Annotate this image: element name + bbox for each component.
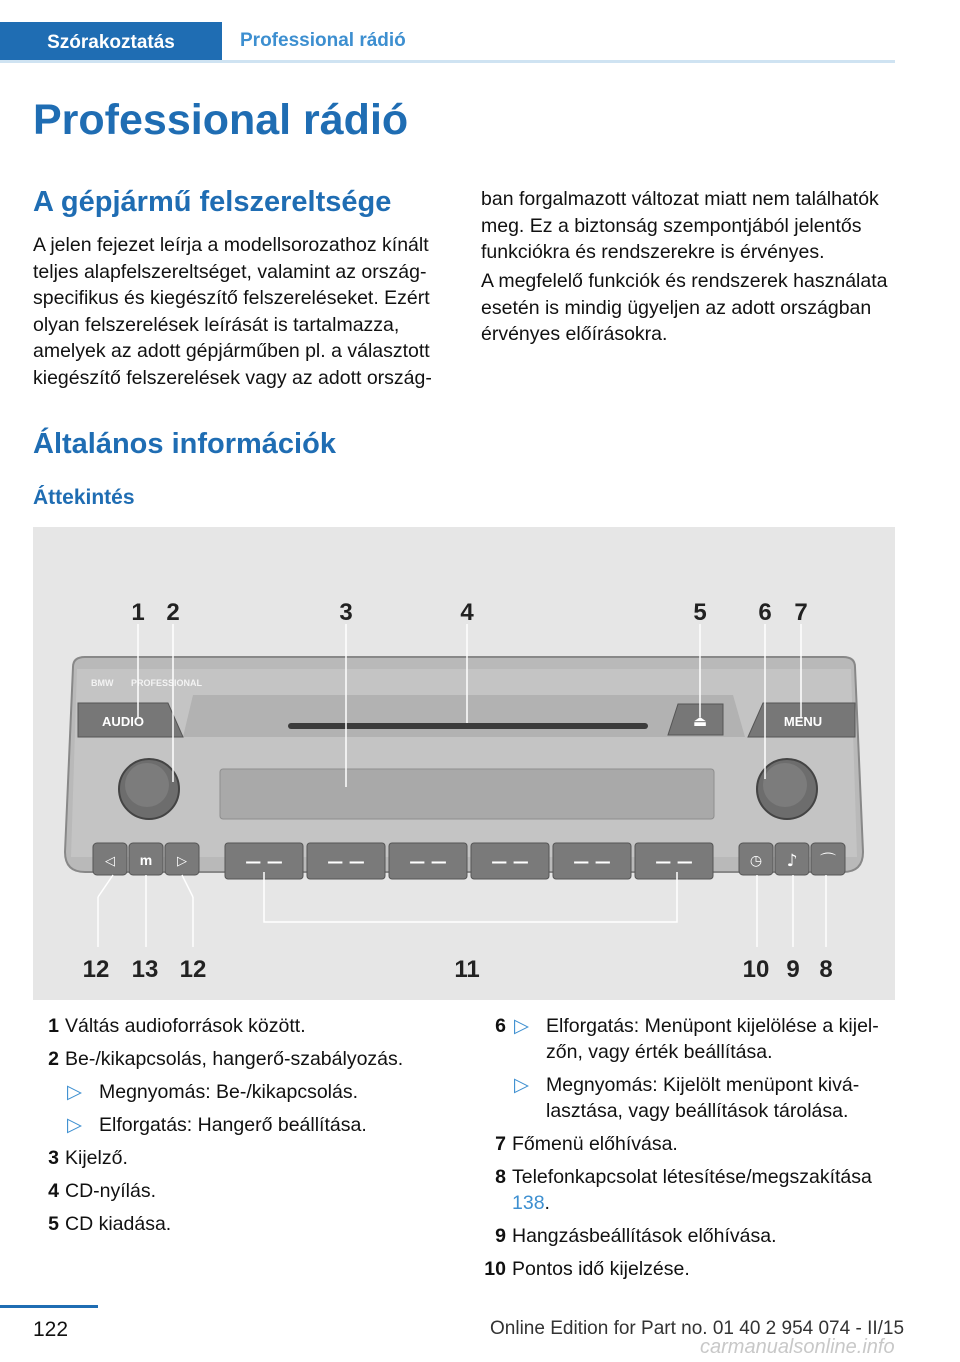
legend-left <box>33 1013 453 1244</box>
preset-label: — — <box>245 852 283 871</box>
legend-right <box>480 1013 896 1289</box>
page-title: Professional rádió <box>33 96 409 144</box>
legend-text: Váltás audioforrások között. <box>65 1015 306 1037</box>
cd-slot <box>288 723 648 729</box>
triangle-bullet-icon: ▷ <box>67 1081 82 1103</box>
legend-number: 7 <box>495 1133 506 1155</box>
seek-right-icon: ▷ <box>177 854 187 869</box>
legend-item <box>480 1256 896 1282</box>
top-bezel <box>183 695 745 737</box>
header-divider <box>0 60 895 63</box>
eject-icon: ⏏ <box>692 712 708 730</box>
phone-icon: ⌒ <box>819 851 837 870</box>
callout-11: 11 <box>454 956 480 983</box>
callout-3: 3 <box>339 599 353 626</box>
legend-text: Megnyomás: Kijelölt menüpont kiválasztása, vagy beállítások tárolása. <box>546 1074 860 1122</box>
legend-text: Hangzásbeállítások előhívása. <box>512 1225 777 1247</box>
display-screen <box>220 769 714 819</box>
callout-lines-bottom <box>98 872 826 947</box>
equipment-text-left: A jelen fejezet leírja a modellsorozathoz kínált teljes alapfelszereltséget, valamint az ország-specifikus és kiegészítő felszereléseket. Ezért olyan felszerelések leírását is tartalmazza, amelyek az adott gépjárműben pl. a választott kiegészítő felszerelések vagy az adott ország- <box>33 234 432 389</box>
legend-text: CD kiadása. <box>65 1213 172 1235</box>
triangle-bullet-icon: ▷ <box>67 1114 82 1136</box>
triangle-bullet-icon: ▷ <box>514 1015 529 1037</box>
legend-number: 10 <box>484 1258 506 1280</box>
legend-text: Főmenü előhívása. <box>512 1133 678 1155</box>
equipment-text-right-2: A megfelelő funkciók és rendszerek használata esetén is mindig ügyeljen az adott országban érvényes előírásokra. <box>481 270 888 345</box>
edition-text: Online Edition for Part no. 01 40 2 954 074 - II/15 <box>490 1318 905 1339</box>
legend-item-6b <box>480 1072 896 1124</box>
preset-label: — — <box>573 852 611 871</box>
legend-number: 1 <box>48 1015 59 1037</box>
legend-number: 5 <box>48 1213 59 1235</box>
clock-icon: ◷ <box>749 853 763 869</box>
volume-knob-face <box>125 763 169 807</box>
callout-12-left: 12 <box>82 956 110 983</box>
subheading-overview: Áttekintés <box>33 486 135 509</box>
preset-label: — — <box>655 852 693 871</box>
callout-1: 1 <box>131 599 145 626</box>
legend-text-end: . <box>544 1192 550 1214</box>
brand-label-2: PROFESSIONAL <box>131 678 203 688</box>
legend-subitem <box>33 1079 453 1105</box>
brand-label: BMW <box>91 678 114 688</box>
legend-subitem <box>33 1112 453 1138</box>
preset-label: — — <box>409 852 447 871</box>
page-number: 122 <box>33 1318 69 1341</box>
menu-button-label: MENU <box>783 714 823 729</box>
callout-13: 13 <box>131 956 159 983</box>
triangle-bullet-icon: ▷ <box>514 1074 529 1096</box>
callout-6: 6 <box>758 599 772 626</box>
m-button-label: m <box>139 852 153 868</box>
tab-szorakoztatas[interactable]: Szórakoztatás <box>0 22 222 63</box>
radio-diagram <box>33 527 895 1000</box>
legend-number: 9 <box>495 1225 506 1247</box>
callout-7: 7 <box>794 599 808 626</box>
callout-9: 9 <box>786 956 800 983</box>
legend-number: 3 <box>48 1147 59 1169</box>
legend-item-6a <box>480 1013 896 1065</box>
equipment-text-right-1: ban forgalmazott változat miatt nem találhatók meg. Ez a biztonság szempontjából jelentős funkciókra és rendszerekre is érvényes. <box>481 188 879 263</box>
legend-text: Elforgatás: Menüpont kijelölése a kijelzőn, vagy érték beállítása. <box>546 1015 879 1063</box>
legend-item <box>480 1164 896 1216</box>
legend-item <box>33 1013 453 1039</box>
page-reference-link[interactable]: 138 <box>512 1192 545 1214</box>
legend-number: 8 <box>495 1166 506 1188</box>
radio-overview-figure <box>33 527 895 1000</box>
seek-left-icon: ◁ <box>105 854 115 869</box>
watermark: carmanualsonline.info <box>700 1336 895 1358</box>
section-heading-equipment: A gépjármű felszereltsége <box>33 186 392 218</box>
callout-12-right: 12 <box>179 956 207 983</box>
legend-item <box>33 1145 453 1171</box>
callout-numbers-top <box>131 599 807 626</box>
audio-button-label: AUDIO <box>102 714 144 729</box>
section-heading-general: Általános információk <box>33 428 336 460</box>
legend-text: Kijelző. <box>65 1147 128 1169</box>
legend-text: Be-/kikapcsolás, hangerő-szabályozás. <box>65 1048 404 1070</box>
legend-number: 4 <box>48 1180 59 1202</box>
callout-4: 4 <box>460 599 474 626</box>
legend-item <box>33 1178 453 1204</box>
callout-2: 2 <box>166 599 180 626</box>
legend-number: 2 <box>48 1048 59 1070</box>
legend-text: Megnyomás: Be-/kikapcsolás. <box>99 1081 359 1103</box>
legend-item <box>33 1211 453 1237</box>
legend-item <box>33 1046 453 1072</box>
preset-label: — — <box>491 852 529 871</box>
legend-text: Telefonkapcsolat létesítése/megszakítása <box>512 1166 872 1188</box>
legend-number: 6 <box>495 1015 506 1037</box>
menu-knob-face <box>763 763 807 807</box>
callout-8: 8 <box>819 956 833 983</box>
legend-text: CD-nyílás. <box>65 1180 157 1202</box>
tab-professional-radio[interactable]: Professional rádió <box>240 30 406 51</box>
music-note-icon: ♪ <box>786 851 798 871</box>
legend-text: Pontos idő kijelzése. <box>512 1258 690 1280</box>
legend-text: Elforgatás: Hangerő beállítása. <box>99 1114 367 1136</box>
callout-5: 5 <box>693 599 707 626</box>
legend-item <box>480 1131 896 1157</box>
legend-item <box>480 1223 896 1249</box>
callout-10: 10 <box>742 956 770 983</box>
footer-divider <box>0 1305 98 1308</box>
preset-label: — — <box>327 852 365 871</box>
callout-numbers-bottom <box>83 956 833 983</box>
